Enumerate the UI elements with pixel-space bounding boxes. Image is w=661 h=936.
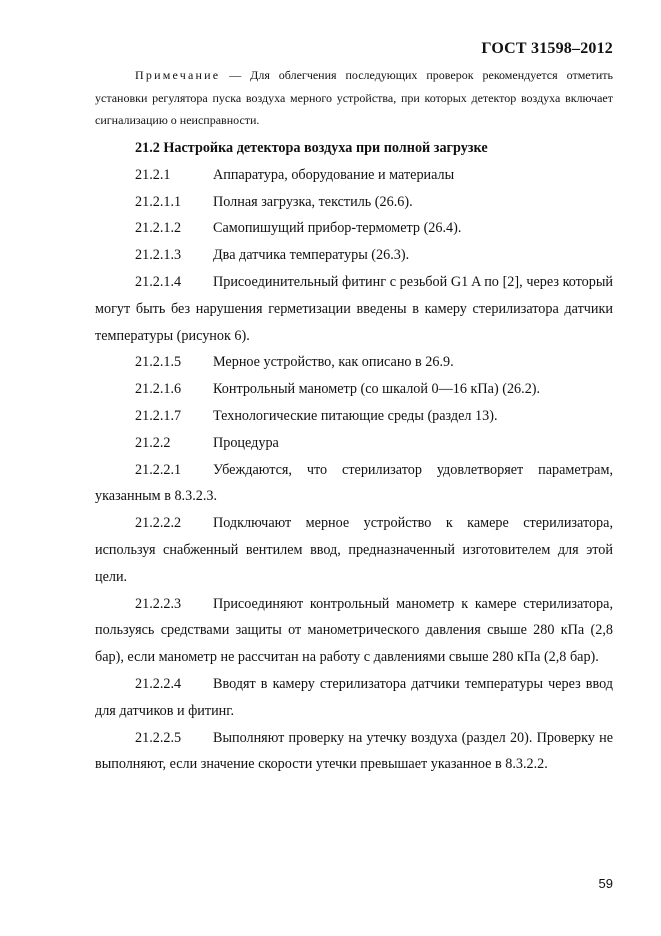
- item-number: 21.2.1.2: [135, 220, 182, 237]
- note-dash: —: [220, 68, 251, 82]
- item-text: Выполняют проверку на утечку воздуха (раздел 20). Проверку не выполняют, если значение скорости утечки превышает указанное в 8.3.2.2.: [95, 729, 613, 773]
- note-label: Примечание: [135, 68, 221, 82]
- list-item: [95, 725, 613, 779]
- item-number: 21.2.2.1: [135, 461, 182, 478]
- list-item: [95, 269, 613, 349]
- item-number: 21.2.2.2: [135, 515, 182, 532]
- list-item: [95, 403, 613, 430]
- list-item: [95, 242, 613, 269]
- list-item: [95, 215, 613, 242]
- item-number: 21.2.2.3: [135, 595, 182, 612]
- item-text: Два датчика температуры (26.3).: [213, 247, 410, 264]
- standard-number: ГОСТ 31598–2012: [481, 40, 613, 57]
- item-text: Технологические питающие среды (раздел 13).: [213, 407, 498, 424]
- item-text: Аппаратура, оборудование и материалы: [213, 166, 455, 183]
- item-number: 21.2.1.1: [135, 193, 182, 210]
- section-heading: 21.2 Настройка детектора воздуха при полной загрузке: [135, 140, 488, 156]
- item-number: 21.2.1.3: [135, 247, 182, 264]
- list-item: [95, 376, 613, 403]
- list-item: [95, 510, 613, 590]
- item-text: Процедура: [213, 434, 279, 451]
- list-item: [95, 591, 613, 671]
- list-item: [95, 671, 613, 725]
- item-number: 21.2.1: [135, 166, 171, 183]
- item-number: 21.2.1.6: [135, 381, 182, 398]
- item-text: Контрольный манометр (со шкалой 0—16 кПа) (26.2).: [213, 381, 541, 398]
- item-number: 21.2.2.5: [135, 729, 182, 746]
- item-number: 21.2.2: [135, 434, 171, 451]
- item-number: 21.2.1.5: [135, 354, 182, 371]
- item-text: Убеждаются, что стерилизатор удовлетворяет параметрам, указанным в 8.3.2.3.: [95, 461, 613, 505]
- note-text: Для облегчения последующих проверок рекомендуется отметить установки регулятора пуска воздуха мерного устройства, при которых детектор воздуха включает сигнализацию о неисправности.: [95, 68, 613, 127]
- page-number: 59: [598, 876, 613, 891]
- list-item: [95, 430, 613, 457]
- list-item: [95, 349, 613, 376]
- item-number: 21.2.1.7: [135, 407, 182, 424]
- item-text: Подключают мерное устройство к камере стерилизатора, используя снабженный вентилем ввод, предназначенный изготовителем для этой цели.: [95, 515, 613, 585]
- document-body: [95, 135, 613, 778]
- list-item: [95, 162, 613, 189]
- list-item: [95, 189, 613, 216]
- item-number: 21.2.1.4: [135, 273, 182, 290]
- item-text: Вводят в камеру стерилизатора датчики температуры через ввод для датчиков и фитинг.: [95, 675, 613, 719]
- item-number: 21.2.2.4: [135, 675, 182, 692]
- note-paragraph: [95, 64, 613, 132]
- item-text: Присоединяют контрольный манометр к камере стерилизатора, пользуясь средствами защиты от манометрического давления свыше 280 кПа (2,8 бар), если манометр не рассчитан на работу с давлениями свыше 280 кПа (2,8 бар).: [95, 595, 613, 666]
- list-item: [95, 457, 613, 511]
- item-text: Присоединительный фитинг с резьбой G1 A по [2], через который могут быть без нарушения герметизации введены в камеру стерилизатора датчики температуры (рисунок 6).: [95, 273, 613, 344]
- item-text: Самопишущий прибор-термометр (26.4).: [213, 220, 462, 237]
- item-text: Мерное устройство, как описано в 26.9.: [213, 354, 454, 371]
- item-text: Полная загрузка, текстиль (26.6).: [213, 193, 413, 210]
